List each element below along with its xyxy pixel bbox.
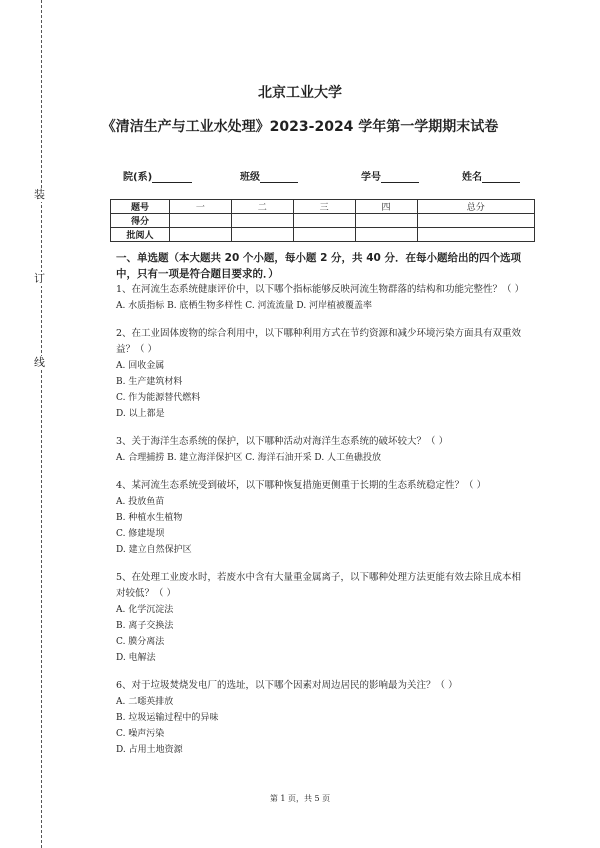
score-header-cell: 四 xyxy=(355,200,417,214)
option-d: D. 建立自然保护区 xyxy=(116,545,192,555)
question-stem: 4、某河流生态系统受到破坏，以下哪种恢复措施更侧重于长期的生态系统稳定性？（ ） xyxy=(116,480,487,491)
class-blank xyxy=(260,172,298,183)
score-cell xyxy=(231,214,293,228)
question-4 xyxy=(116,478,528,558)
question-inline-options: A. 合理捕捞 B. 建立海洋保护区 C. 海洋石油开采 D. 人工鱼礁投放 xyxy=(116,453,382,463)
department-field xyxy=(123,168,192,183)
question-3 xyxy=(116,434,528,466)
reviewer-row-label: 批阅人 xyxy=(111,228,170,242)
reviewer-cell xyxy=(355,228,417,242)
option-a: A. 化学沉淀法 xyxy=(116,605,174,615)
student-id-blank xyxy=(381,172,419,183)
university-title: 北京工业大学 xyxy=(258,85,342,101)
question-stem: 2、在工业固体废物的综合利用中，以下哪种利用方式在节约资源和减少环境污染方面具有双重效益？（ ） xyxy=(116,328,522,355)
score-row-label: 得分 xyxy=(111,214,170,228)
option-b: B. 种植水生植物 xyxy=(116,513,183,523)
score-header-cell: 总分 xyxy=(417,200,535,214)
reviewer-cell xyxy=(293,228,355,242)
score-cell xyxy=(417,214,535,228)
binding-char-ding: 订 xyxy=(34,272,45,285)
score-header-cell: 二 xyxy=(231,200,293,214)
option-b: B. 生产建筑材料 xyxy=(116,377,183,387)
option-c: C. 膜分离法 xyxy=(116,637,165,647)
question-stem: 6、对于垃圾焚烧发电厂的选址，以下哪个因素对周边居民的影响最为关注？（ ） xyxy=(116,680,458,691)
score-table xyxy=(110,199,535,242)
binding-char-xian: 线 xyxy=(34,356,45,369)
score-header-cell: 一 xyxy=(170,200,232,214)
exam-title: 《清洁生产与工业水处理》2023-2024 学年第一学期期末试卷 xyxy=(101,119,499,135)
question-1 xyxy=(116,282,528,314)
score-table-header-row xyxy=(111,200,535,214)
student-id-label: 学号 xyxy=(361,172,381,183)
question-content xyxy=(116,250,528,758)
question-stem: 1、在河流生态系统健康评价中，以下哪个指标能够反映河流生物群落的结构和功能完整性？（ ） xyxy=(116,284,525,295)
question-5 xyxy=(116,570,528,666)
department-blank xyxy=(152,172,192,183)
option-b: B. 垃圾运输过程中的异味 xyxy=(116,713,219,723)
score-row xyxy=(111,214,535,228)
score-header-cell: 三 xyxy=(293,200,355,214)
option-c: C. 修建堤坝 xyxy=(116,529,165,539)
question-6 xyxy=(116,678,528,758)
option-d: D. 占用土地资源 xyxy=(116,745,183,755)
student-id-field xyxy=(361,168,419,183)
class-label: 班级 xyxy=(240,172,260,183)
option-c: C. 噪声污染 xyxy=(116,729,165,739)
score-cell xyxy=(170,214,232,228)
option-c: C. 作为能源替代燃料 xyxy=(116,393,201,403)
score-header-cell: 题号 xyxy=(111,200,170,214)
score-cell xyxy=(355,214,417,228)
option-d: D. 以上都是 xyxy=(116,409,165,419)
binding-char-zhuang: 装 xyxy=(34,188,45,201)
question-inline-options: A. 水质指标 B. 底栖生物多样性 C. 河流流量 D. 河岸植被覆盖率 xyxy=(116,301,373,311)
name-blank xyxy=(482,172,520,183)
section-heading: 一、单选题（本大题共 20 个小题，每小题 2 分，共 40 分．在每小题给出的四个选项中，只有一项是符合题目要求的．） xyxy=(116,252,521,280)
reviewer-cell xyxy=(231,228,293,242)
question-stem: 5、在处理工业废水时，若废水中含有大量重金属离子，以下哪种处理方法更能有效去除且成本相对较低？（ ） xyxy=(116,572,522,599)
question-stem: 3、关于海洋生态系统的保护，以下哪种活动对海洋生态系统的破坏较大？（ ） xyxy=(116,436,449,447)
class-field xyxy=(240,168,298,183)
option-b: B. 离子交换法 xyxy=(116,621,174,631)
option-d: D. 电解法 xyxy=(116,653,156,663)
page-footer: 第 1 页，共 5 页 xyxy=(269,794,331,803)
score-cell xyxy=(293,214,355,228)
option-a: A. 二噁英排放 xyxy=(116,697,174,707)
question-2 xyxy=(116,326,528,422)
option-a: A. 回收金属 xyxy=(116,361,165,371)
reviewer-cell xyxy=(170,228,232,242)
department-label: 院(系) xyxy=(123,172,153,183)
reviewer-cell xyxy=(417,228,535,242)
option-a: A. 投放鱼苗 xyxy=(116,497,165,507)
name-field xyxy=(462,168,520,183)
name-label: 姓名 xyxy=(462,172,482,183)
reviewer-row xyxy=(111,228,535,242)
